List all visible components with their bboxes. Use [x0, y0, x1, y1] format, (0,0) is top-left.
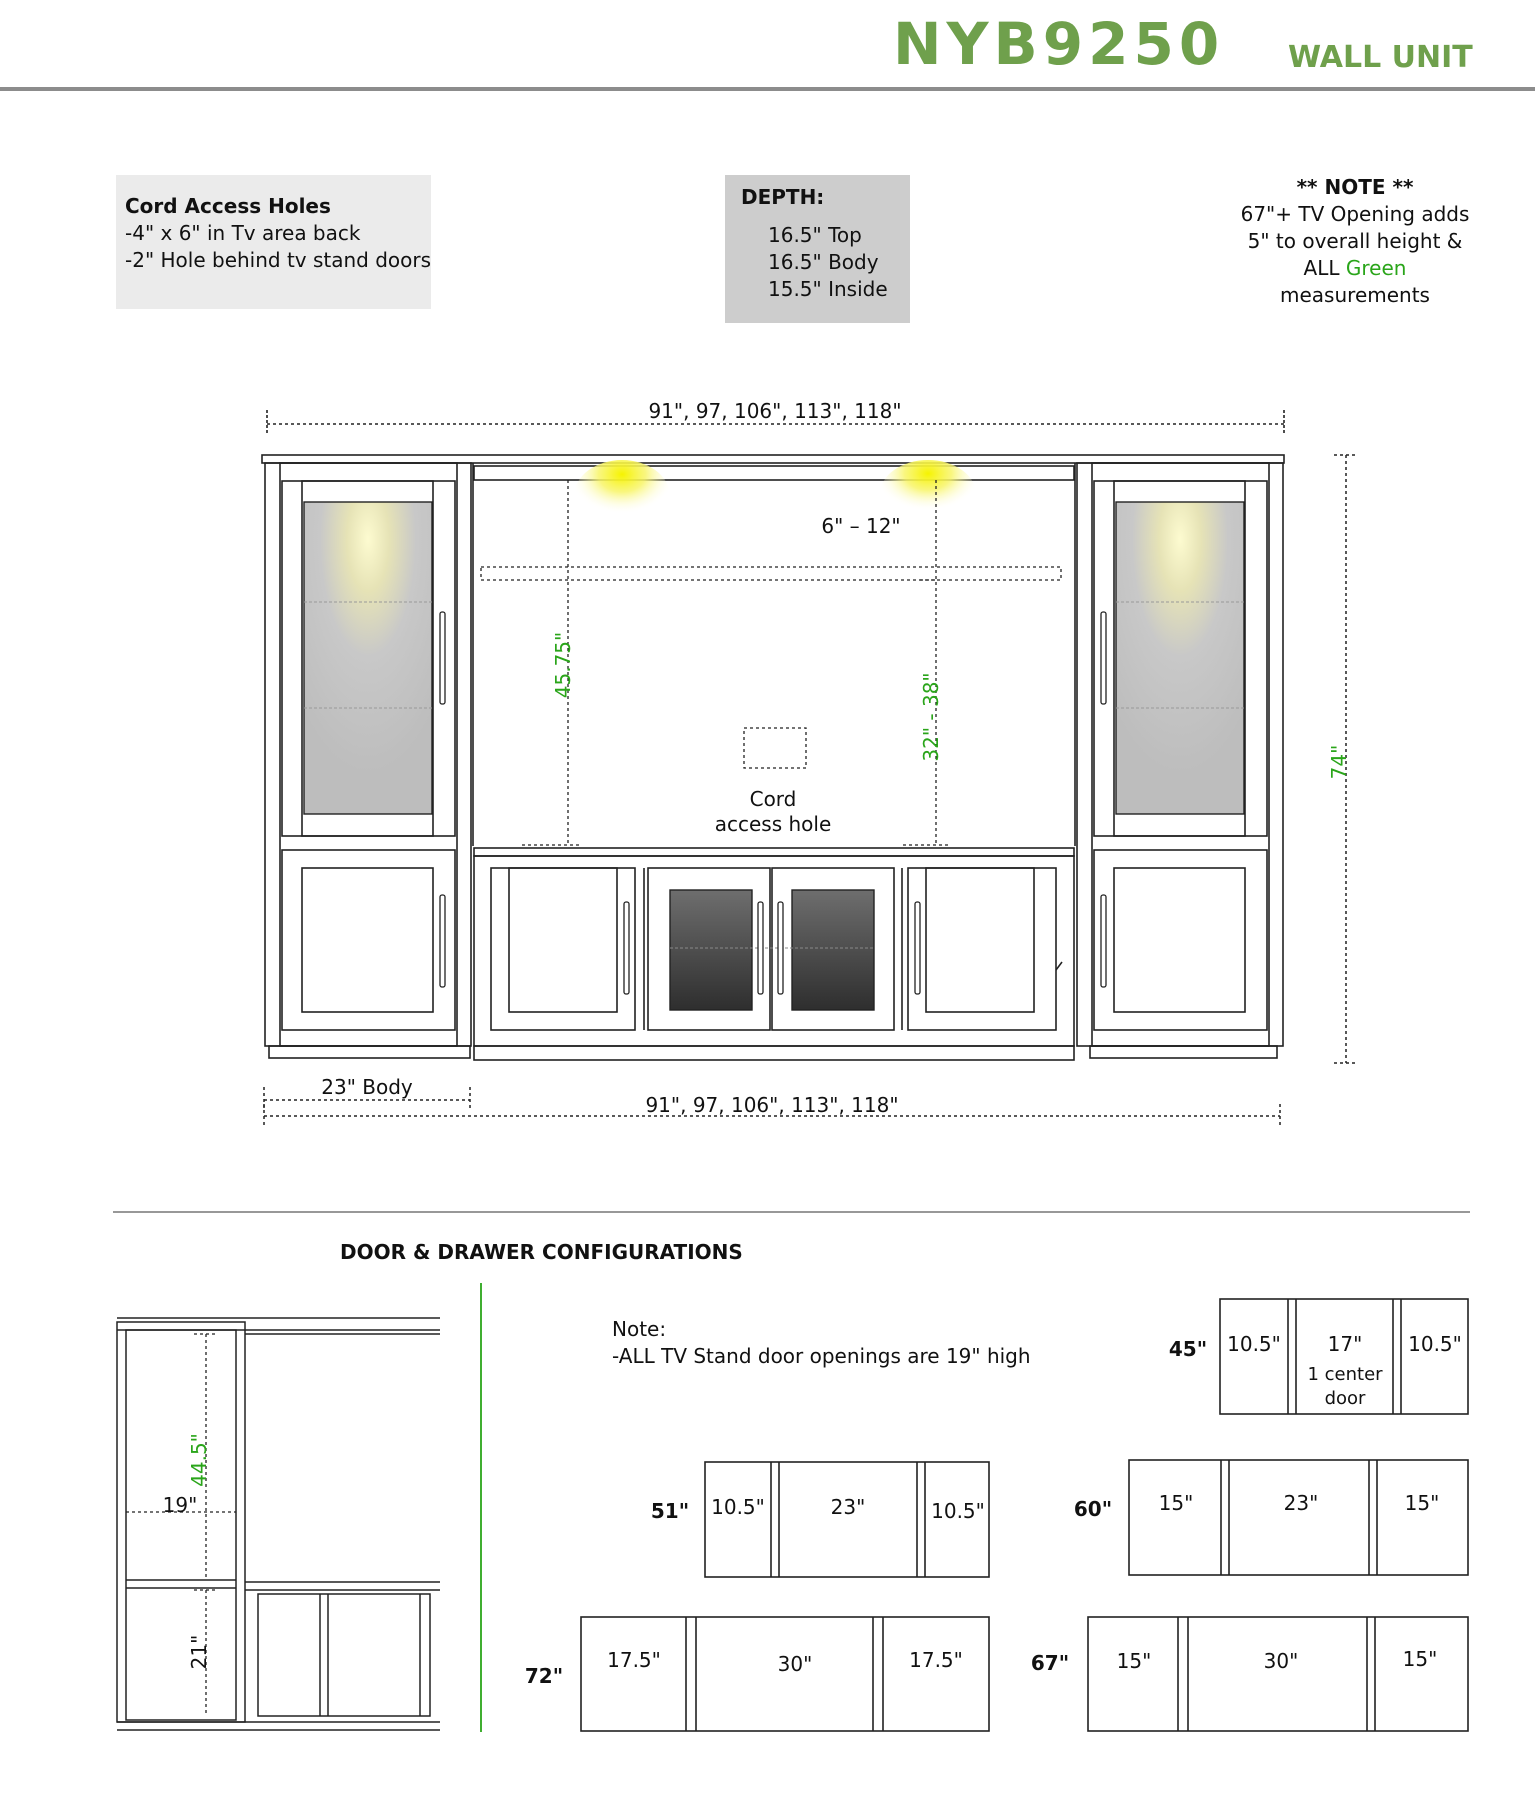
config-section-title: DOOR & DRAWER CONFIGURATIONS: [340, 1240, 743, 1264]
config-45-left: 10.5": [1227, 1332, 1281, 1356]
right-lower-panel: [1114, 868, 1245, 1012]
tv-stand-top: [474, 848, 1074, 856]
config-60-right: 15": [1404, 1491, 1440, 1515]
config-45-right: 10.5": [1408, 1332, 1462, 1356]
cord-access-hole: [744, 728, 806, 768]
config-67-left: 15": [1116, 1649, 1152, 1673]
cord-access-line-1: -4" x 6" in Tv area back: [125, 221, 361, 245]
handle: [778, 902, 783, 994]
config-72-size: 72": [524, 1664, 564, 1688]
spot-light-left: [574, 460, 670, 532]
right-lower-door: [1094, 850, 1267, 1030]
config-67-size: 67": [1030, 1651, 1070, 1675]
left-lower-panel: [302, 868, 433, 1012]
side-width-label: 19": [162, 1493, 198, 1517]
config-67-center: 30": [1263, 1649, 1299, 1673]
product-name: WALL UNIT: [1288, 40, 1473, 75]
config-60-size: 60": [1073, 1497, 1113, 1521]
config-51-right: 10.5": [931, 1499, 985, 1523]
config-45-size: 45": [1168, 1337, 1208, 1361]
cord-hole-label-2: access hole: [714, 812, 832, 836]
bridge-header: [474, 466, 1074, 480]
config-72-right: 17.5": [909, 1648, 963, 1672]
crown: [262, 455, 1284, 463]
cord-access-title: Cord Access Holes: [125, 194, 331, 218]
note-line-2: 5" to overall height &: [1247, 229, 1463, 253]
config-67-box: [1088, 1617, 1468, 1731]
depth-inside: 15.5" Inside: [768, 277, 888, 301]
shelf-gap-label: 6" – 12": [821, 514, 901, 538]
handle: [624, 902, 629, 994]
side-stand-door: [258, 1594, 430, 1716]
config-51-size: 51": [650, 1499, 690, 1523]
config-60-center: 23": [1283, 1491, 1319, 1515]
depth-body: 16.5" Body: [768, 250, 879, 274]
side-lower-label: 21": [187, 1634, 211, 1670]
body-width-label: 23" Body: [321, 1075, 413, 1099]
config-note-text: -ALL TV Stand door openings are 19" high: [612, 1344, 1031, 1368]
tv-stand-body: [474, 856, 1074, 1046]
config-72-left: 17.5": [607, 1648, 661, 1672]
stand-height-label: 32" - 38": [919, 672, 943, 762]
tv-height-label: 45.75": [551, 631, 575, 699]
stand-glass-right: [792, 890, 874, 1010]
handle: [758, 902, 763, 994]
cord-access-line-2: -2" Hole behind tv stand doors: [125, 248, 432, 272]
depth-title: DEPTH:: [741, 185, 825, 209]
top-width-label: 91", 97, 106", 113", 118": [648, 399, 902, 423]
note-line-1: 67"+ TV Opening adds: [1240, 202, 1470, 226]
note-title: ** NOTE **: [1296, 175, 1414, 199]
config-51-left: 10.5": [711, 1495, 765, 1519]
side-upper-label: 44.5": [187, 1433, 211, 1487]
left-glass: [304, 502, 432, 814]
handle: [915, 902, 920, 994]
handle: [1101, 895, 1106, 987]
cord-hole-label-1: Cord: [749, 787, 797, 811]
config-51-center: 23": [830, 1495, 866, 1519]
note-green-word: Green: [1345, 256, 1407, 280]
stand-door-1-panel: [509, 868, 617, 1012]
config-45-center-sub1: 1 center: [1307, 1364, 1383, 1385]
config-45-center-sub2: door: [1324, 1388, 1366, 1409]
bottom-width-label: 91", 97, 106", 113", 118": [645, 1093, 899, 1117]
handle: [1101, 612, 1106, 704]
stand-door-4-panel: [926, 868, 1034, 1012]
stand-door-1: [491, 868, 635, 1030]
side-tower: [117, 1322, 245, 1722]
note-line-4: measurements: [1280, 283, 1430, 307]
stand-glass-left: [670, 890, 752, 1010]
handle: [440, 895, 445, 987]
right-base: [1090, 1046, 1277, 1058]
config-72-center: 30": [777, 1652, 813, 1676]
tv-stand-base: [474, 1046, 1074, 1060]
config-note-title: Note:: [612, 1317, 667, 1341]
config-60-box: [1129, 1460, 1468, 1575]
depth-top: 16.5" Top: [768, 223, 862, 247]
left-base: [269, 1046, 470, 1058]
left-lower-door: [282, 850, 455, 1030]
config-45-center: 17": [1327, 1332, 1363, 1356]
model-number: NYB9250: [893, 10, 1225, 78]
right-glass: [1116, 502, 1244, 814]
handle: [440, 612, 445, 704]
side-tower-inner: [126, 1330, 236, 1720]
note-line-3-prefix: ALL: [1303, 256, 1346, 280]
total-height-label: 74": [1327, 744, 1351, 780]
config-60-left: 15": [1158, 1491, 1194, 1515]
config-67-right: 15": [1402, 1647, 1438, 1671]
